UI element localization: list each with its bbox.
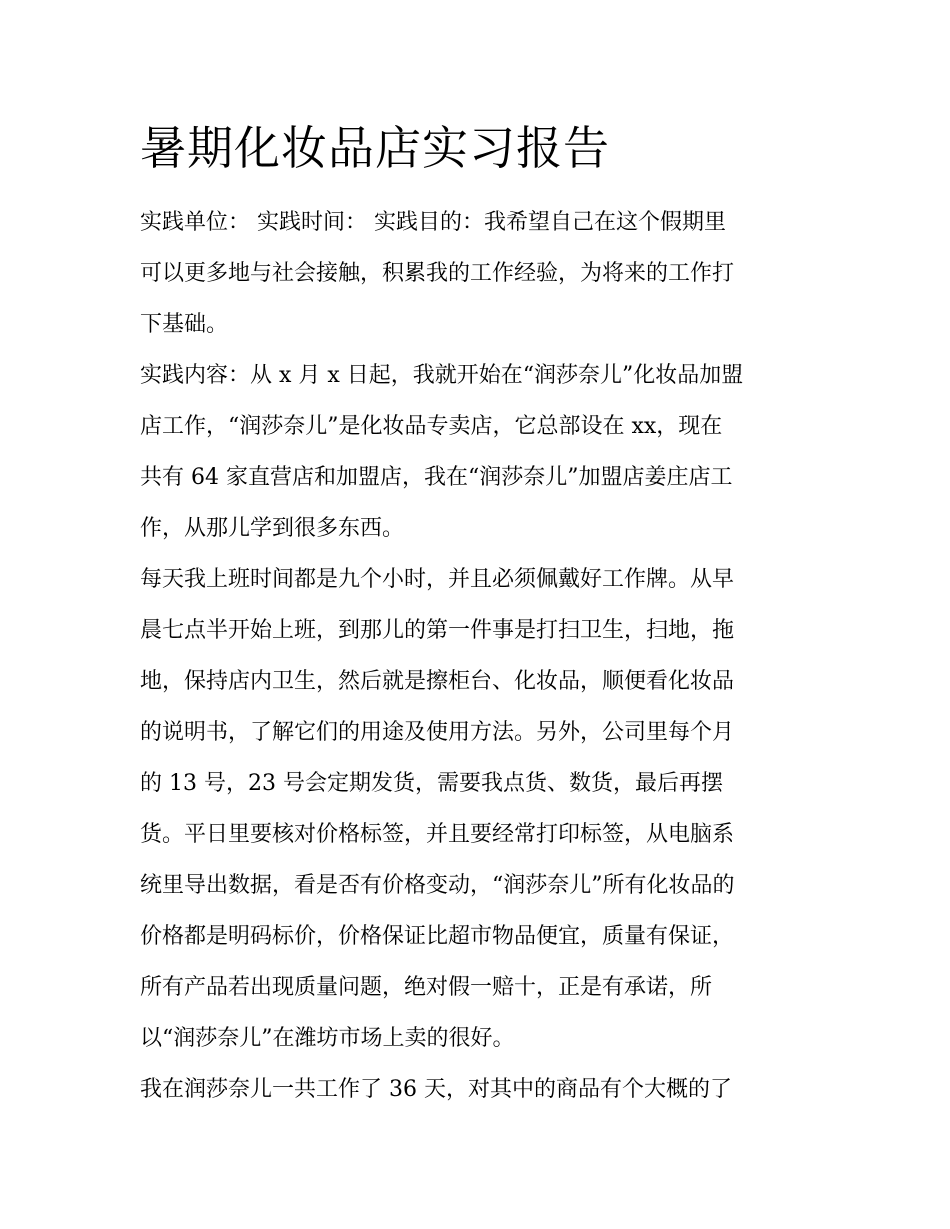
text-line: 共有 64 家直营店和加盟店，我在“润莎奈儿”加盟店姜庄店工 — [140, 465, 733, 490]
text-line: 实践内容：从 x 月 x 日起，我就开始在“润莎奈儿”化妆品加盟 — [140, 363, 744, 388]
text-line: 下基础。 — [140, 312, 229, 337]
text-line: 晨七点半开始上班，到那儿的第一件事是打扫卫生，扫地，拖 — [140, 618, 735, 643]
text-line: 的 13 号，23 号会定期发货，需要我点货、数货，最后再摆 — [140, 771, 723, 796]
text-line: 作，从那儿学到很多东西。 — [140, 516, 405, 541]
paragraph-summary — [140, 1064, 820, 1115]
text-line: 可以更多地与社会接触，积累我的工作经验，为将来的工作打 — [140, 261, 735, 286]
text-line: 店工作，“润莎奈儿”是化妆品专卖店，它总部设在 xx，现在 — [140, 414, 723, 439]
text-line: 每天我上班时间都是九个小时，并且必须佩戴好工作牌。从早 — [140, 567, 735, 592]
text-line: 实践单位： 实践时间： 实践目的：我希望自己在这个假期里 — [140, 210, 726, 235]
paragraph-practice-content — [140, 350, 820, 554]
text-line: 价格都是明码标价，价格保证比超市物品便宜，质量有保证， — [140, 924, 735, 949]
text-line: 的说明书，了解它们的用途及使用方法。另外，公司里每个月 — [140, 720, 735, 745]
document-title: 暑期化妆品店实习报告 — [140, 121, 610, 175]
text-line: 以“润莎奈儿”在潍坊市场上卖的很好。 — [140, 1026, 515, 1051]
text-line: 货。平日里要核对价格标签，并且要经常打印标签，从电脑系 — [140, 822, 735, 847]
paragraph-practice-info — [140, 197, 820, 350]
paragraph-daily-work — [140, 554, 820, 1064]
text-line: 我在润莎奈儿一共工作了 36 天，对其中的商品有个大概的了 — [140, 1077, 732, 1102]
document-body — [140, 197, 820, 1115]
text-line: 统里导出数据，看是否有价格变动，“润莎奈儿”所有化妆品的 — [140, 873, 735, 898]
text-line: 地，保持店内卫生，然后就是擦柜台、化妆品，顺便看化妆品 — [140, 669, 735, 694]
text-line: 所有产品若出现质量问题，绝对假一赔十，正是有承诺，所 — [140, 975, 713, 1000]
